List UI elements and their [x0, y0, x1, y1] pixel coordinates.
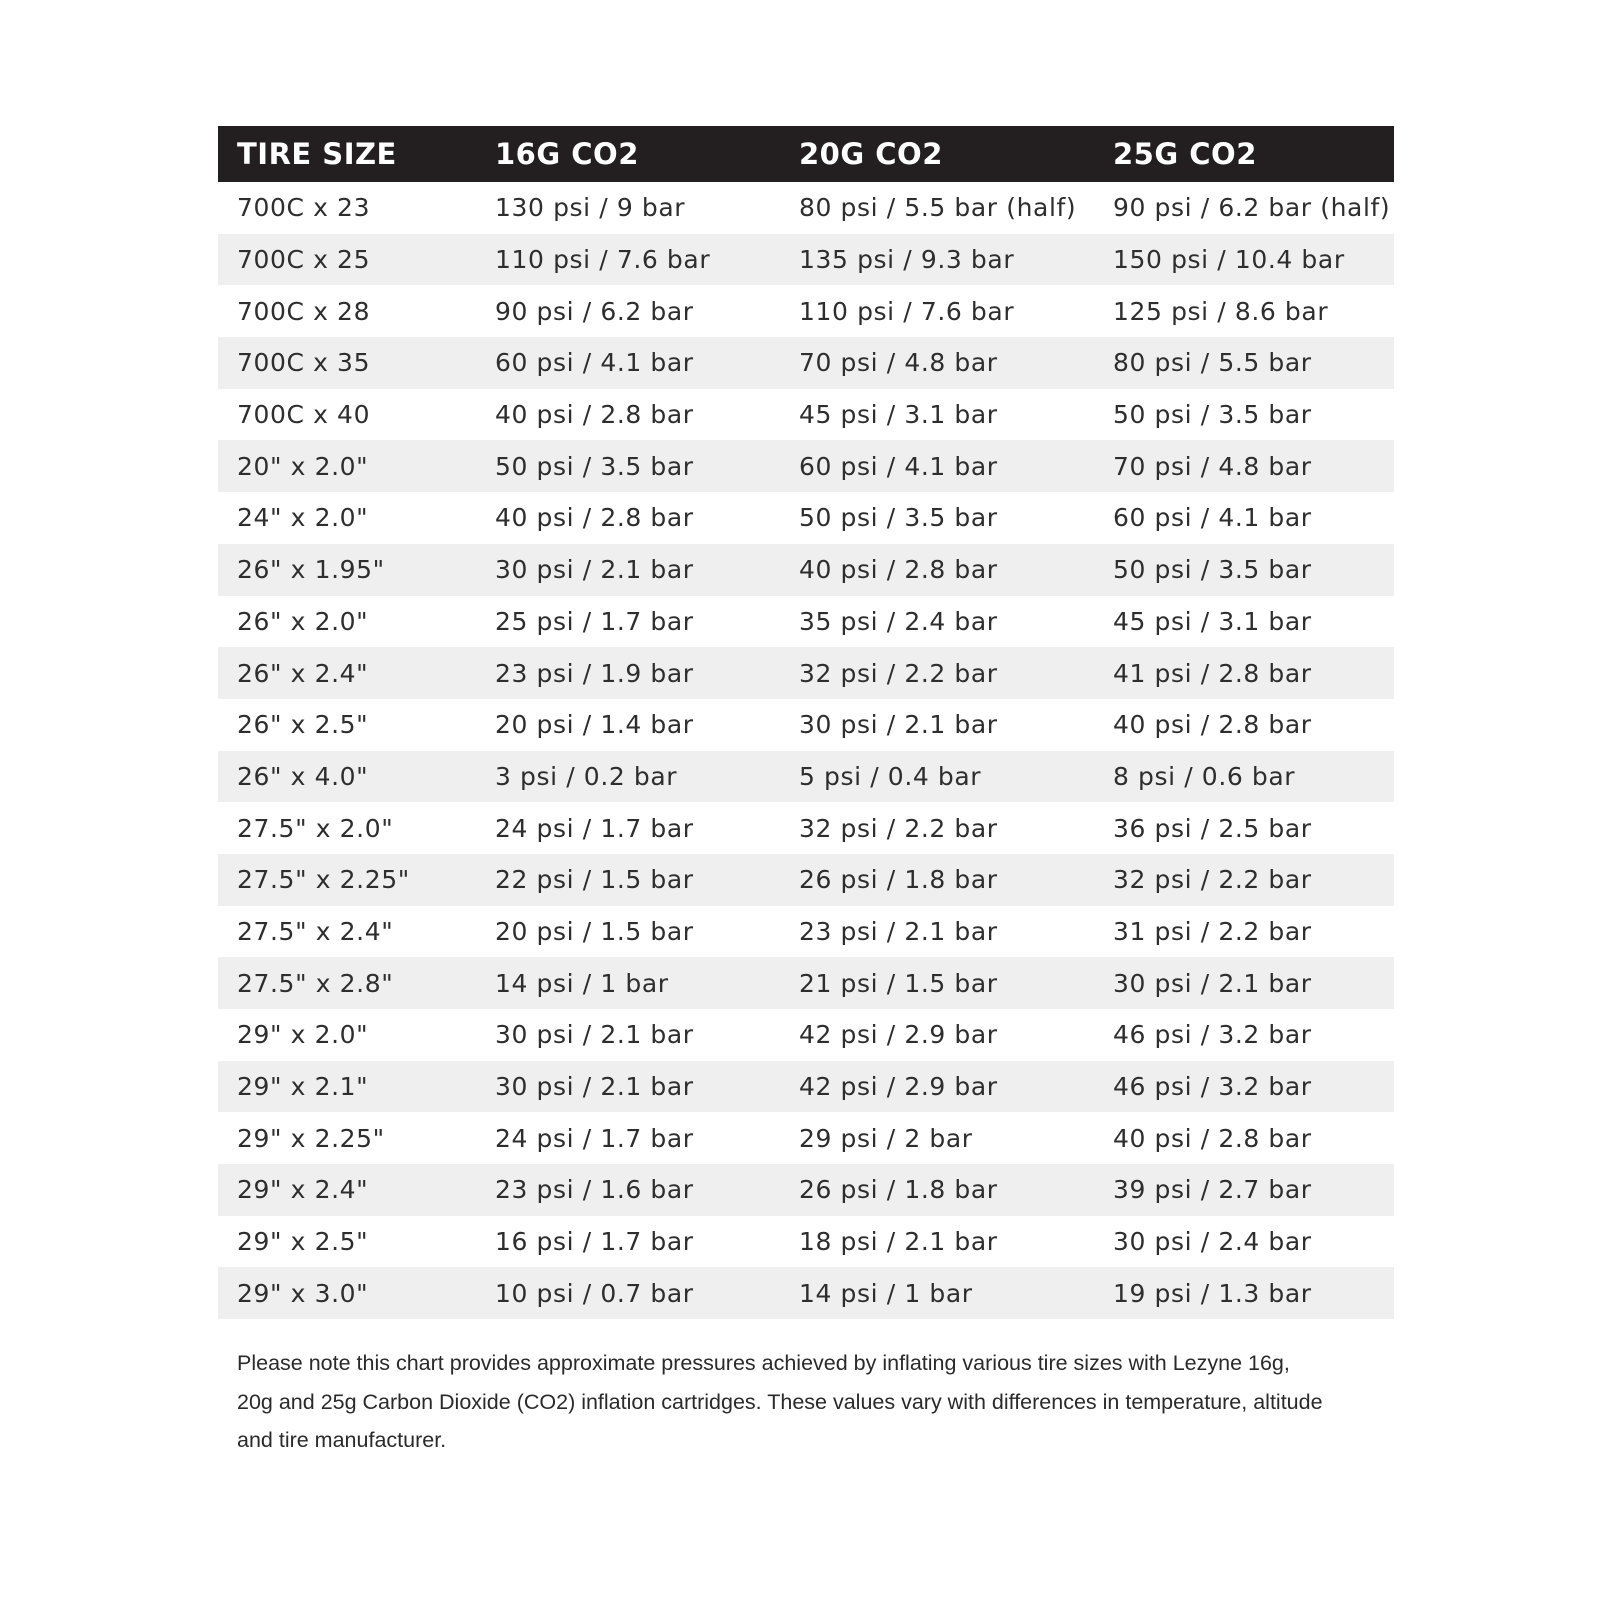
co2-20g-cell: 42 psi / 2.9 bar: [799, 1020, 998, 1050]
co2-25g-cell: 19 psi / 1.3 bar: [1113, 1278, 1312, 1308]
co2-25g-cell: 39 psi / 2.7 bar: [1113, 1175, 1312, 1205]
tire-size-cell: 29" x 2.25": [237, 1123, 385, 1153]
co2-20g-cell: 42 psi / 2.9 bar: [799, 1072, 998, 1102]
co2-25g-cell: 46 psi / 3.2 bar: [1113, 1072, 1312, 1102]
co2-25g-cell: 46 psi / 3.2 bar: [1113, 1020, 1312, 1050]
tire-size-cell: 29" x 2.4": [237, 1175, 369, 1205]
co2-16g-cell: 110 psi / 7.6 bar: [495, 245, 711, 275]
co2-25g-cell: 36 psi / 2.5 bar: [1113, 813, 1312, 843]
header-tire-size: TIRE SIZE: [237, 137, 397, 171]
co2-20g-cell: 26 psi / 1.8 bar: [799, 1175, 998, 1205]
co2-20g-cell: 35 psi / 2.4 bar: [799, 606, 998, 636]
co2-16g-cell: 14 psi / 1 bar: [495, 968, 669, 998]
pressure-chart: [218, 126, 1394, 1319]
co2-25g-cell: 150 psi / 10.4 bar: [1113, 245, 1345, 275]
table-body: [218, 182, 1394, 1319]
co2-20g-cell: 18 psi / 2.1 bar: [799, 1227, 998, 1257]
tire-size-cell: 26" x 2.4": [237, 658, 369, 688]
table-row: [218, 1216, 1394, 1268]
table-row: [218, 1164, 1394, 1216]
table-row: [218, 1112, 1394, 1164]
tire-size-cell: 29" x 2.0": [237, 1020, 369, 1050]
co2-20g-cell: 23 psi / 2.1 bar: [799, 916, 998, 946]
tire-size-cell: 27.5" x 2.4": [237, 916, 394, 946]
tire-size-cell: 26" x 2.5": [237, 710, 369, 740]
tire-size-cell: 26" x 1.95": [237, 555, 385, 585]
co2-25g-cell: 30 psi / 2.4 bar: [1113, 1227, 1312, 1257]
tire-size-cell: 700C x 35: [237, 348, 371, 378]
table-row: [218, 751, 1394, 803]
co2-16g-cell: 10 psi / 0.7 bar: [495, 1278, 694, 1308]
header-25g-co2: 25G CO2: [1113, 137, 1257, 171]
table-row: [218, 389, 1394, 441]
tire-size-cell: 26" x 2.0": [237, 606, 369, 636]
note-line: Please note this chart provides approximate pressures achieved by inflating various tire sizes with Lezyne 16g,: [237, 1351, 1290, 1375]
co2-16g-cell: 25 psi / 1.7 bar: [495, 606, 694, 636]
tire-size-cell: 26" x 4.0": [237, 761, 369, 791]
table-row: [218, 647, 1394, 699]
table-row: [218, 854, 1394, 906]
co2-25g-cell: 40 psi / 2.8 bar: [1113, 710, 1312, 740]
co2-20g-cell: 80 psi / 5.5 bar (half): [799, 193, 1077, 223]
table-row: [218, 802, 1394, 854]
table-header: [218, 126, 1394, 182]
co2-16g-cell: 16 psi / 1.7 bar: [495, 1227, 694, 1257]
tire-size-cell: 29" x 2.1": [237, 1072, 369, 1102]
tire-size-cell: 27.5" x 2.8": [237, 968, 394, 998]
table-row: [218, 699, 1394, 751]
co2-16g-cell: 23 psi / 1.9 bar: [495, 658, 694, 688]
co2-20g-cell: 45 psi / 3.1 bar: [799, 400, 998, 430]
tire-size-cell: 24" x 2.0": [237, 503, 369, 533]
co2-16g-cell: 40 psi / 2.8 bar: [495, 503, 694, 533]
co2-16g-cell: 30 psi / 2.1 bar: [495, 1020, 694, 1050]
co2-20g-cell: 26 psi / 1.8 bar: [799, 865, 998, 895]
co2-16g-cell: 40 psi / 2.8 bar: [495, 400, 694, 430]
co2-25g-cell: 40 psi / 2.8 bar: [1113, 1123, 1312, 1153]
co2-25g-cell: 125 psi / 8.6 bar: [1113, 296, 1329, 326]
co2-25g-cell: 50 psi / 3.5 bar: [1113, 555, 1312, 585]
table-row: [218, 337, 1394, 389]
table-row: [218, 1009, 1394, 1061]
header-16g-co2: 16G CO2: [495, 137, 639, 171]
header-20g-co2: 20G CO2: [799, 137, 943, 171]
note-line: and tire manufacturer.: [237, 1428, 447, 1452]
table-row: [218, 544, 1394, 596]
co2-16g-cell: 30 psi / 2.1 bar: [495, 1072, 694, 1102]
table-row: [218, 182, 1394, 234]
co2-20g-cell: 32 psi / 2.2 bar: [799, 658, 998, 688]
co2-20g-cell: 32 psi / 2.2 bar: [799, 813, 998, 843]
co2-16g-cell: 3 psi / 0.2 bar: [495, 761, 678, 791]
co2-20g-cell: 30 psi / 2.1 bar: [799, 710, 998, 740]
co2-25g-cell: 70 psi / 4.8 bar: [1113, 451, 1312, 481]
table-row: [218, 596, 1394, 648]
co2-20g-cell: 5 psi / 0.4 bar: [799, 761, 982, 791]
co2-16g-cell: 24 psi / 1.7 bar: [495, 813, 694, 843]
tire-size-cell: 29" x 2.5": [237, 1227, 369, 1257]
co2-16g-cell: 130 psi / 9 bar: [495, 193, 686, 223]
co2-20g-cell: 50 psi / 3.5 bar: [799, 503, 998, 533]
co2-25g-cell: 30 psi / 2.1 bar: [1113, 968, 1312, 998]
table-row: [218, 234, 1394, 286]
co2-20g-cell: 60 psi / 4.1 bar: [799, 451, 998, 481]
co2-25g-cell: 8 psi / 0.6 bar: [1113, 761, 1296, 791]
table-row: [218, 906, 1394, 958]
co2-25g-cell: 45 psi / 3.1 bar: [1113, 606, 1312, 636]
co2-25g-cell: 32 psi / 2.2 bar: [1113, 865, 1312, 895]
co2-16g-cell: 60 psi / 4.1 bar: [495, 348, 694, 378]
tire-size-cell: 700C x 40: [237, 400, 371, 430]
tire-size-cell: 27.5" x 2.25": [237, 865, 410, 895]
co2-16g-cell: 30 psi / 2.1 bar: [495, 555, 694, 585]
table-row: [218, 492, 1394, 544]
table-row: [218, 1061, 1394, 1113]
co2-25g-cell: 60 psi / 4.1 bar: [1113, 503, 1312, 533]
co2-25g-cell: 90 psi / 6.2 bar (half): [1113, 193, 1391, 223]
co2-16g-cell: 22 psi / 1.5 bar: [495, 865, 694, 895]
table-row: [218, 957, 1394, 1009]
co2-16g-cell: 24 psi / 1.7 bar: [495, 1123, 694, 1153]
table-row: [218, 285, 1394, 337]
co2-16g-cell: 20 psi / 1.4 bar: [495, 710, 694, 740]
tire-size-cell: 20" x 2.0": [237, 451, 369, 481]
co2-20g-cell: 70 psi / 4.8 bar: [799, 348, 998, 378]
co2-20g-cell: 21 psi / 1.5 bar: [799, 968, 998, 998]
tire-size-cell: 700C x 25: [237, 245, 371, 275]
table-row: [218, 1267, 1394, 1319]
co2-16g-cell: 20 psi / 1.5 bar: [495, 916, 694, 946]
tire-size-cell: 27.5" x 2.0": [237, 813, 394, 843]
table-row: [218, 440, 1394, 492]
co2-16g-cell: 50 psi / 3.5 bar: [495, 451, 694, 481]
co2-20g-cell: 29 psi / 2 bar: [799, 1123, 973, 1153]
co2-20g-cell: 110 psi / 7.6 bar: [799, 296, 1015, 326]
co2-16g-cell: 90 psi / 6.2 bar: [495, 296, 694, 326]
co2-16g-cell: 23 psi / 1.6 bar: [495, 1175, 694, 1205]
tire-size-cell: 700C x 28: [237, 296, 371, 326]
tire-size-cell: 29" x 3.0": [237, 1278, 369, 1308]
note-line: 20g and 25g Carbon Dioxide (CO2) inflation cartridges. These values vary with differences in temperature, altitude: [237, 1389, 1323, 1414]
co2-25g-cell: 50 psi / 3.5 bar: [1113, 400, 1312, 430]
disclaimer-note: [237, 1344, 1367, 1460]
co2-20g-cell: 14 psi / 1 bar: [799, 1278, 973, 1308]
co2-25g-cell: 31 psi / 2.2 bar: [1113, 916, 1312, 946]
co2-20g-cell: 135 psi / 9.3 bar: [799, 245, 1015, 275]
tire-size-cell: 700C x 23: [237, 193, 371, 223]
co2-20g-cell: 40 psi / 2.8 bar: [799, 555, 998, 585]
co2-25g-cell: 80 psi / 5.5 bar: [1113, 348, 1312, 378]
co2-25g-cell: 41 psi / 2.8 bar: [1113, 658, 1312, 688]
